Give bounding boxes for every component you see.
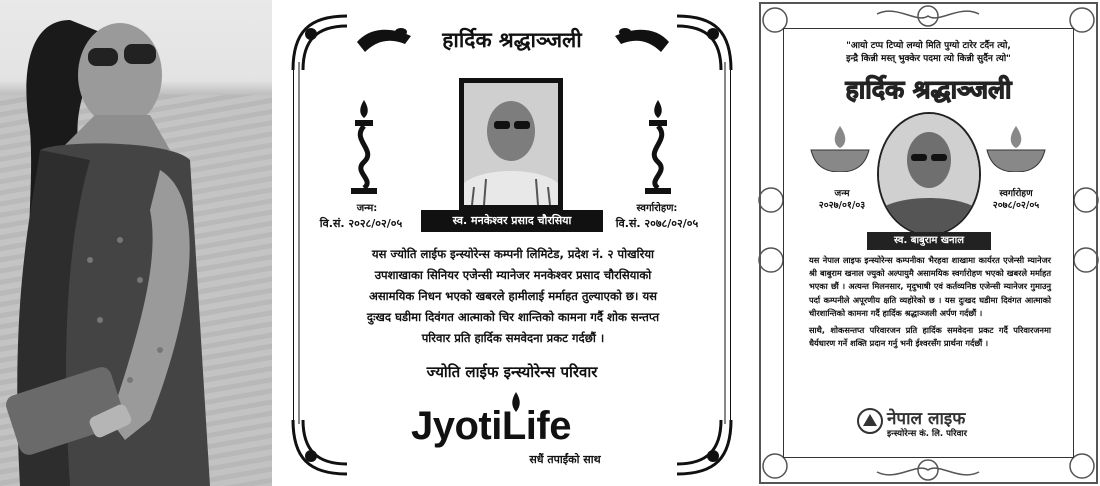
message-line: दुःखद घडीमा दिवंगत आत्माको चिर शान्तिको कामना गर्दै शोक सन्तप्त <box>366 310 660 324</box>
birth-label: जन्म <box>834 189 850 199</box>
deceased-portrait <box>877 112 981 236</box>
card-title: हार्दिक श्रद्धाञ्जली <box>442 27 582 52</box>
death-label: स्वर्गारोहण <box>999 189 1033 199</box>
nepallife-condolence-card <box>757 0 1100 486</box>
quote-line: इन्द्रै किन्नी मस्त् भुक्केर पदमा त्यो किन्नी सुर्दैन त्यो" <box>846 54 1011 64</box>
message-paragraph: यस नेपाल लाइफ इन्स्योरेन्स कम्पनीका भैरहवा शाखामा कार्यरत एजेन्सी म्यानेजर श्री बाबुराम खनाल ज्युको अल्पायुमै असामयिक स्वर्गारोहण भएको खबरले मर्माहत भएका छौं । अत्यन्त मिलनसार, मृदुभाषी एवं कर्तव्यनिष्ठ एजेन्सी म्यानेजर गुमाउनु पर्दा कम्पनीले अपूरणीय क्षति व्यहोरेको छ । यस दुःखद घडीमा दिवंगत आत्माको चीरशान्तिको कामना गर्दै हार्दिक श्रद्धाञ्जली अर्पण गर्दछौं । <box>809 255 1051 318</box>
diya-lamp-icon <box>809 126 871 172</box>
birth-label: जन्म: <box>356 203 378 214</box>
oil-lamp-stand-icon <box>641 100 675 196</box>
message-line: असामयिक निधन भएको खबरले हामीलाई मर्माहत तुल्याएको छ। यस <box>368 289 658 303</box>
condolence-message <box>323 244 703 349</box>
woman-figure <box>0 0 272 486</box>
message-line: यस ज्योति लाईफ इन्स्योरेन्स कम्पनी लिमिटेड, प्रदेश नं. २ पोखरिया <box>371 247 655 261</box>
deceased-name: स्व. बाबुराम खनाल <box>867 232 991 250</box>
signature-line: ज्योति लाईफ इन्स्योरेन्स परिवार <box>426 363 598 381</box>
logo-tagline: सधैं तपाईंको साथ <box>529 453 601 466</box>
ornament-corner-icon <box>289 416 351 478</box>
ornament-corner-icon <box>673 416 735 478</box>
woman-photo <box>0 0 272 486</box>
deceased-name: स्व. मनकेश्वर प्रसाद चौरसिया <box>421 210 603 232</box>
praying-hands-icon <box>613 22 671 56</box>
quote-line: "आयो टप्प टिप्यो लग्यो मिति पुग्यो टारेर टर्दैन त्यो, <box>846 41 1011 51</box>
condolence-message <box>809 254 1051 350</box>
message-line: परिवार प्रति हार्दिक समवेदना प्रकट गर्दछौं । <box>421 331 605 345</box>
message-line: उपशाखाका सिनियर एजेन्सी म्यानेजर मनकेश्वर प्रसाद चौरसियाको <box>374 268 652 282</box>
diya-lamp-icon <box>985 126 1047 172</box>
jyotilife-logo: JyotiLife <box>411 404 571 448</box>
nepallife-logo-icon <box>857 408 883 434</box>
death-date: वि.सं. २०७८/०२/०५ <box>615 217 699 230</box>
deceased-portrait <box>459 78 563 210</box>
birth-date: वि.सं. २०२८/०२/०५ <box>319 217 403 230</box>
oil-lamp-stand-icon <box>347 100 381 196</box>
jyotilife-condolence-card <box>283 0 741 486</box>
death-date: २०७८/०२/०५ <box>992 200 1040 211</box>
poem-quote <box>791 40 1066 66</box>
death-label: स्वर्गारोहण: <box>636 203 678 214</box>
nepallife-logo: नेपाल लाइफ <box>887 409 966 429</box>
birth-date: २०२७/०१/०३ <box>818 200 866 211</box>
logo-subtitle: इन्स्योरेन्स कं. लि. परिवार <box>887 429 967 439</box>
card-title: हार्दिक श्रद्धाञ्जली <box>845 75 1012 104</box>
message-paragraph: साथै, शोकसन्तप्त परिवारजन प्रति हार्दिक समवेदना प्रकट गर्दै परिवारजनमा धैर्यधारण गर्ने शक्ति प्रदान गर्नु भनी ईश्वरसँग प्रार्थना गर्दछौं । <box>809 325 1051 349</box>
